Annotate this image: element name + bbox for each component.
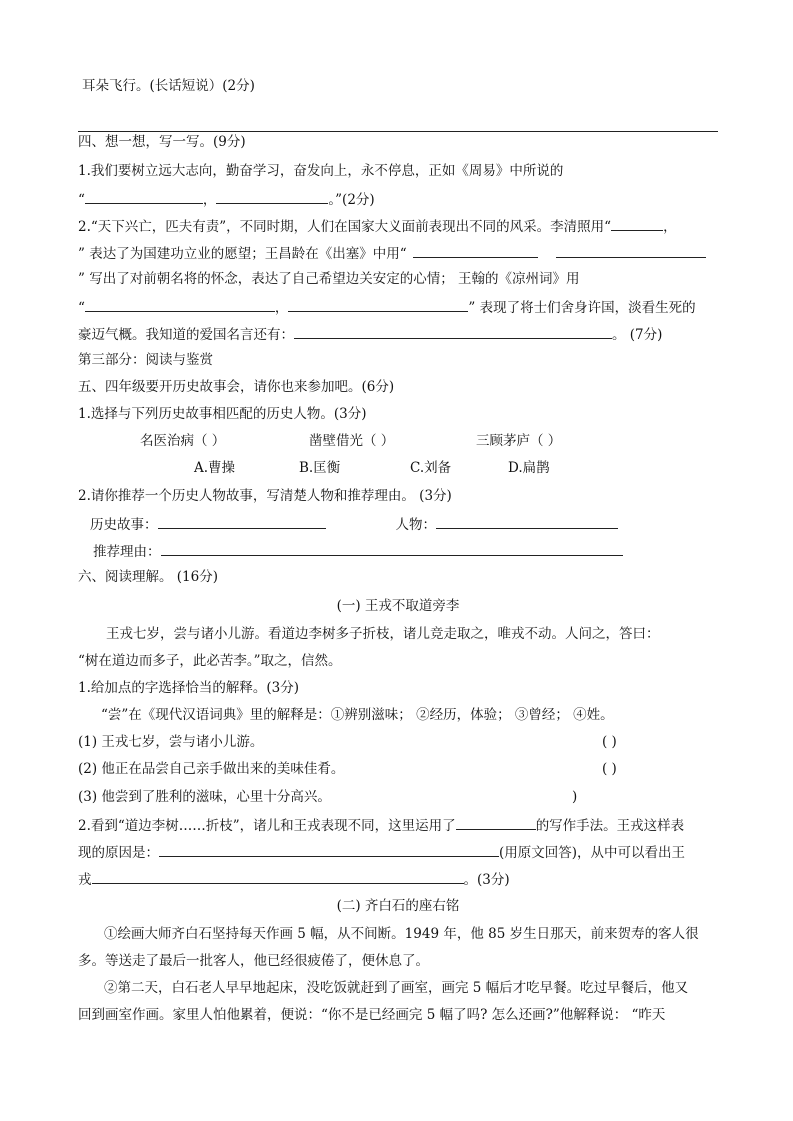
- question-text: 1.选择与下列历史故事相匹配的历史人物。(3分): [78, 406, 367, 422]
- answer-paren[interactable]: ( ): [602, 734, 617, 750]
- fill-line: [93, 541, 713, 561]
- question-suffix: 。 (7分): [612, 327, 663, 343]
- fill-line: [78, 216, 718, 236]
- sub-question: [78, 733, 718, 751]
- comma: ，: [663, 219, 677, 235]
- question-text: (用原文回答)，从中可以看出王: [499, 845, 686, 861]
- story-item[interactable]: 凿壁借光（ ）: [309, 433, 395, 449]
- text-line: 耳朵飞行。(长话短说）(2分): [82, 78, 255, 94]
- fill-line: [78, 815, 718, 835]
- option-b: B.匡衡: [299, 460, 341, 476]
- answer-paren[interactable]: ): [572, 789, 578, 805]
- answer-blank[interactable]: [85, 297, 275, 312]
- passage-text: “树在道边而多子，此必苦李。”取之，信然。: [78, 653, 342, 669]
- sub-question: [78, 760, 718, 778]
- answer-paren[interactable]: ( ): [602, 761, 617, 777]
- answer-blank[interactable]: [288, 297, 468, 312]
- comma: ，: [274, 300, 289, 316]
- passage-text: 回到画室作画。家里人怕他累着，便说：“你不是已经画完 5 幅了吗? 怎么还画?”他解释说： “昨天: [78, 1007, 666, 1023]
- section-heading: 四、想一想，写一写。(9分): [78, 134, 246, 150]
- answer-blank[interactable]: [92, 869, 464, 884]
- part-heading: 第三部分：阅读与鉴赏: [78, 352, 213, 368]
- question-suffix: 。”(2分): [328, 192, 375, 208]
- answer-blank[interactable]: [216, 189, 328, 204]
- passage-text: 多。等送走了最后一批客人，他已经很疲倦了，便休息了。: [78, 953, 429, 969]
- answer-blank[interactable]: [456, 815, 536, 830]
- question-text: 2.“天下兴亡，匹夫有责”，不同时期，人们在国家大义面前表现出不同的风采。李清照用“: [78, 219, 612, 235]
- reason-answer-blank[interactable]: [161, 541, 623, 556]
- question-text: 戎: [78, 872, 92, 888]
- section-heading: 五、四年级要开历史故事会，请你也来参加吧。(6分): [78, 379, 395, 395]
- fill-line: [78, 842, 718, 862]
- option-c: C.刘备: [410, 460, 452, 476]
- question-text: 2.请你推荐一个历史人物故事，写清楚人物和推荐理由。 (3分): [78, 488, 452, 504]
- person-options: [78, 459, 718, 477]
- answer-blank[interactable]: [611, 216, 663, 231]
- comma: ，: [202, 192, 217, 208]
- story-options: [78, 432, 718, 450]
- definition-text: “尝”在《现代汉语词典》里的解释是：①辨别滋味； ②经历，体验； ③曾经； ④姓。: [101, 707, 614, 723]
- passage-text: ②第二天，白石老人早早地起床，没吃饭就赶到了画室，画完 5 幅后才吃早餐。吃过早餐后，他又: [104, 980, 689, 996]
- question-text: 1.给加点的字选择恰当的解释。(3分): [78, 680, 300, 696]
- passage-title: (一) 王戎不取道旁李: [336, 598, 460, 614]
- sub-question-text: (1) 王戎七岁，尝与诸小儿游。: [78, 734, 264, 750]
- fill-line: [78, 324, 718, 344]
- answer-blank[interactable]: [294, 324, 612, 339]
- fill-line: [78, 297, 718, 317]
- answer-blank[interactable]: [85, 189, 203, 204]
- question-text: 的写作手法。王戎这样表: [535, 818, 685, 834]
- question-text: ” 表达了为国建功立业的愿望；王昌龄在《出塞》中用“: [78, 246, 407, 262]
- question-text: 1.我们要树立远大志向，勤奋学习，奋发向上，永不停息，正如《周易》中所说的: [78, 163, 564, 179]
- question-text: 现的原因是：: [78, 845, 159, 861]
- answer-blank[interactable]: [159, 842, 499, 857]
- fill-line: [78, 243, 718, 263]
- question-suffix: 。(3分): [463, 872, 510, 888]
- section-divider: [78, 131, 718, 132]
- field-label: 历史故事：: [90, 517, 158, 533]
- question-suffix: ” 表现了将士们舍身许国，淡看生死的: [468, 300, 696, 316]
- answer-blank[interactable]: [556, 243, 706, 258]
- fill-line: [78, 189, 718, 209]
- sub-question-text: (2) 他正在品尝自己亲手做出来的美味佳肴。: [78, 761, 345, 777]
- option-a: A.曹操: [194, 460, 236, 476]
- answer-blank[interactable]: [413, 243, 538, 258]
- question-text: ” 写出了对前朝名将的怀念，表达了自己希望边关安定的心情； 王翰的《凉州词》用: [78, 271, 580, 287]
- story-item[interactable]: 三顾茅庐（ ）: [476, 433, 562, 449]
- story-answer-blank[interactable]: [158, 514, 326, 529]
- field-label: 推荐理由：: [93, 544, 161, 560]
- story-item[interactable]: 名医治病（ ）: [140, 433, 226, 449]
- quote-open: “: [78, 192, 85, 208]
- passage-text: 王戎七岁，尝与诸小儿游。看道边李树多子折枝，诸儿竞走取之，唯戎不动。人问之，答曰：: [106, 626, 660, 642]
- passage-text: ①绘画大师齐白石坚持每天作画 5 幅，从不间断。1949 年，他 85 岁生日那天，前来贺寿的客人很: [104, 926, 699, 942]
- question-text: 豪迈气概。我知道的爱国名言还有：: [78, 327, 294, 343]
- option-d: D.扁鹊: [508, 460, 550, 476]
- sub-question-text: (3) 他尝到了胜利的滋味，心里十分高兴。: [78, 789, 331, 805]
- quote-open: “: [78, 300, 85, 316]
- field-label: 人物：: [395, 517, 436, 533]
- section-heading: 六、阅读理解。 (16分): [78, 569, 219, 585]
- passage-title: (二) 齐白石的座右铭: [336, 898, 460, 914]
- person-answer-blank[interactable]: [436, 514, 618, 529]
- fill-line: [78, 869, 718, 889]
- sub-question: [78, 788, 718, 806]
- fill-line: [90, 514, 710, 534]
- question-text: 2.看到“道边李树……折枝”，诸儿和王戎表现不同，这里运用了: [78, 818, 456, 834]
